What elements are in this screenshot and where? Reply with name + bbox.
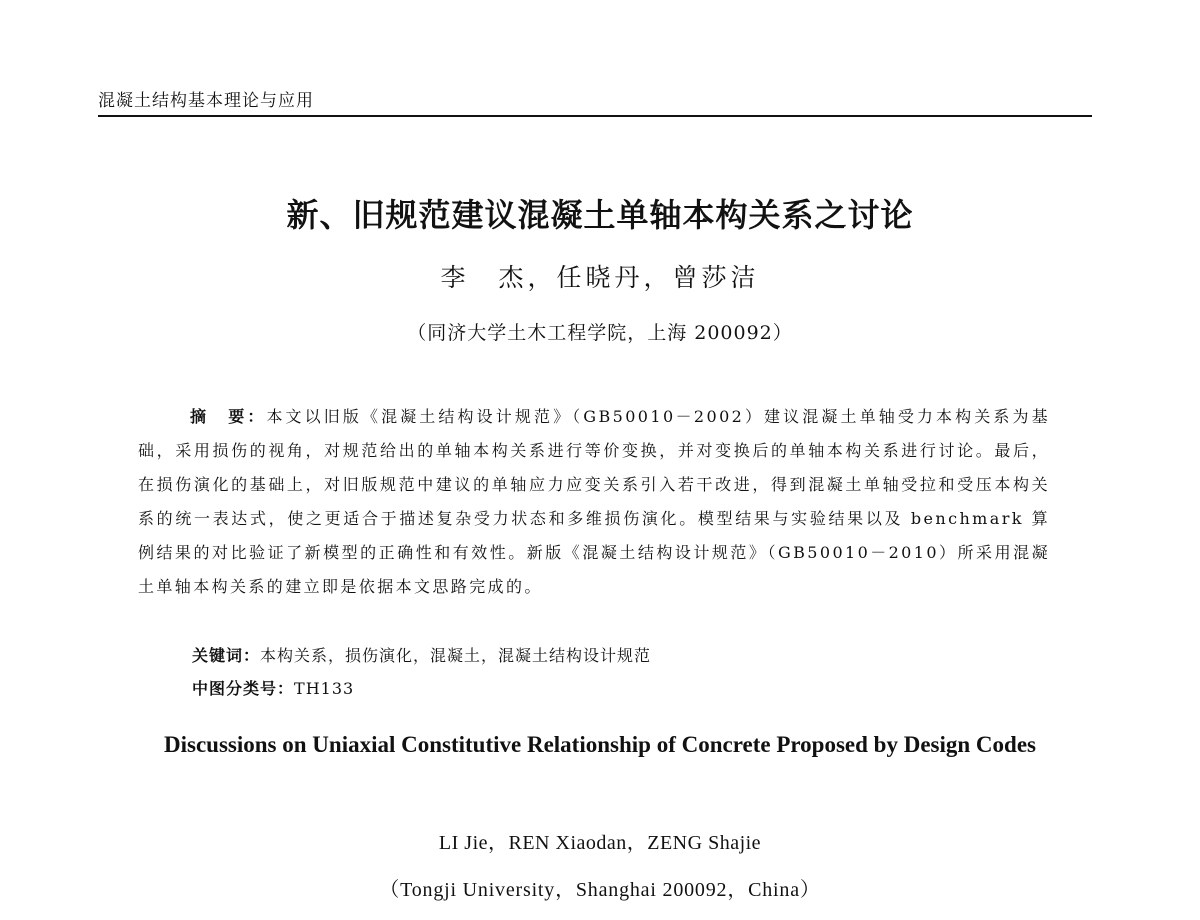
clc-text: TH133 — [294, 679, 355, 698]
clc-label: 中图分类号： — [192, 679, 295, 698]
keywords-line — [192, 643, 651, 666]
keywords-label: 关键词： — [192, 646, 261, 665]
paper-title-en: Discussions on Uniaxial Constitutive Relationship of Concrete Proposed by Design Codes — [164, 732, 1036, 757]
abstract-text: 本文以旧版《混凝土结构设计规范》（GB50010－2002）建议混凝土单轴受力本构关系为基础，采用损伤的视角，对规范给出的单轴本构关系进行等价变换，并对变换后的单轴本构关系进行讨论。最后，在损伤演化的基础上，对旧版规范中建议的单轴应力应变关系引入若干改进，得到混凝土单轴受拉和受压本构关系的统一表达式，使之更适合于描述复杂受力状态和多维损伤演化。模型结果与实验结果以及 benchmark 算例结果的对比验证了新模型的正确性和有效性。新版《混凝土结构设计规范》（GB50010－2010）所采用混凝土单轴本构关系的建立即是依据本文思路完成的。 — [138, 407, 1050, 596]
affiliation-en: （Tongji University，Shanghai 200092，China） — [379, 879, 821, 901]
abstract-label: 摘 要： — [190, 407, 267, 426]
paper-title-cn: 新、旧规范建议混凝土单轴本构关系之讨论 — [286, 196, 914, 234]
authors-cn: 李 杰，任晓丹，曾莎洁 — [440, 263, 760, 292]
affiliation-cn: （同济大学土木工程学院，上海 200092） — [407, 322, 793, 344]
authors-en: LI Jie，REN Xiaodan，ZENG Shajie — [438, 832, 762, 854]
clc-line — [192, 676, 354, 699]
running-head: 混凝土结构基本理论与应用 — [98, 91, 314, 111]
header-rule — [98, 115, 1092, 117]
abstract-cn — [138, 400, 1050, 604]
keywords-text: 本构关系，损伤演化，混凝土，混凝土结构设计规范 — [260, 646, 652, 665]
